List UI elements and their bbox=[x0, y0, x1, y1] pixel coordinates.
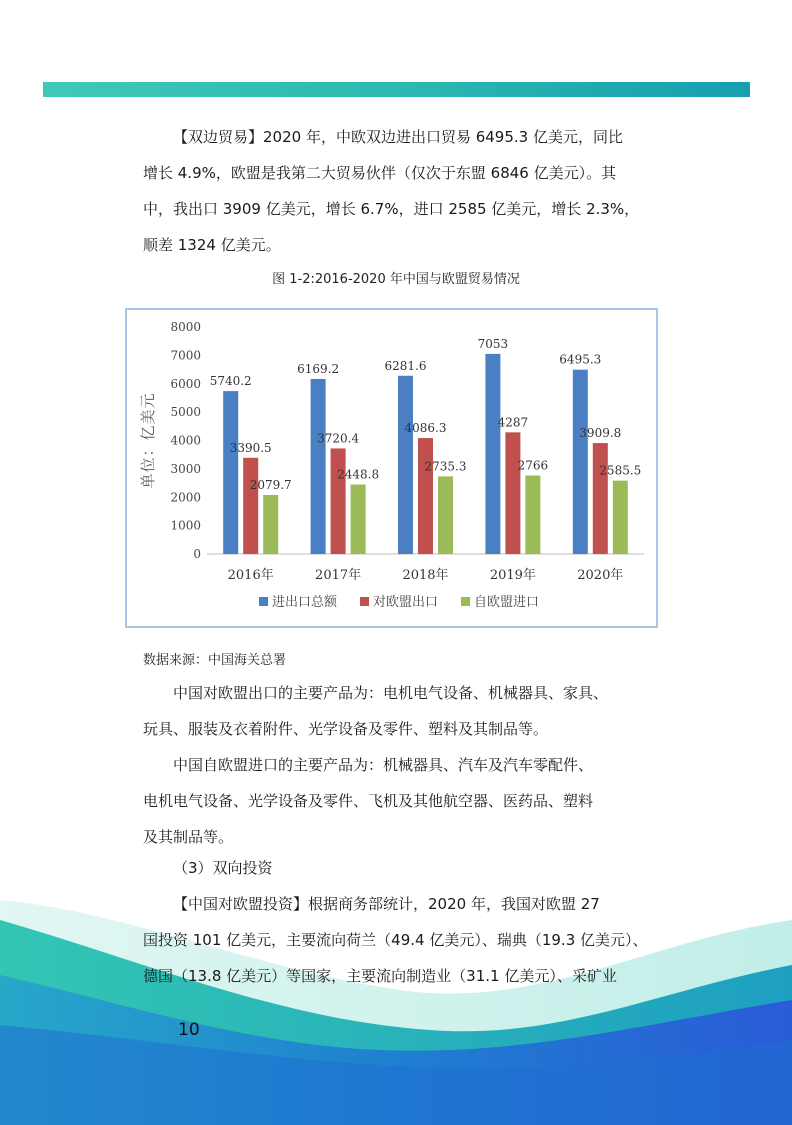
data-label: 2735.3 bbox=[424, 459, 467, 474]
bar bbox=[613, 481, 628, 554]
trade-chart bbox=[125, 308, 658, 628]
bar bbox=[485, 354, 500, 554]
y-tick-label: 6000 bbox=[170, 376, 201, 391]
y-tick-label: 2000 bbox=[170, 490, 201, 505]
bar bbox=[573, 370, 588, 554]
text-line: 玩具、服装及衣着附件、光学设备及零件、塑料及其制品等。 bbox=[143, 720, 549, 738]
text-line: 电机电气设备、光学设备及零件、飞机及其他航空器、医药品、塑料 bbox=[143, 792, 594, 810]
y-tick-label: 1000 bbox=[170, 518, 201, 533]
legend-swatch bbox=[360, 597, 369, 606]
bar bbox=[263, 495, 278, 554]
data-label: 3720.4 bbox=[317, 431, 360, 446]
data-label: 3909.8 bbox=[579, 426, 622, 441]
text-line: 及其制品等。 bbox=[143, 828, 234, 846]
x-tick-label: 2020年 bbox=[577, 568, 624, 583]
data-label: 2448.8 bbox=[337, 467, 380, 482]
figure-title: 图 1-2:2016-2020 年中国与欧盟贸易情况 bbox=[272, 272, 520, 287]
data-label: 2766 bbox=[517, 458, 549, 473]
data-label: 5740.2 bbox=[209, 374, 252, 389]
y-axis-title: 单位：亿美元 bbox=[139, 392, 157, 489]
text-line: 增长 4.9%，欧盟是我第二大贸易伙伴（仅次于东盟 6846 亿美元）。其 bbox=[143, 164, 617, 182]
bar bbox=[331, 448, 346, 554]
bar bbox=[398, 376, 413, 554]
data-source: 数据来源：中国海关总署 bbox=[143, 653, 287, 668]
bar bbox=[525, 476, 540, 554]
bar bbox=[418, 438, 433, 554]
text-line: 顺差 1324 亿美元。 bbox=[143, 236, 281, 254]
y-tick-label: 0 bbox=[193, 547, 201, 561]
data-label: 7053 bbox=[477, 336, 509, 351]
text-line: 中国自欧盟进口的主要产品为：机械器具、汽车及汽车零配件、 bbox=[173, 756, 594, 774]
text-line: 中国对欧盟出口的主要产品为：电机电气设备、机械器具、家具、 bbox=[173, 684, 609, 702]
y-tick-label: 3000 bbox=[170, 461, 201, 476]
x-tick-label: 2016年 bbox=[227, 568, 274, 583]
legend-label: 自欧盟进口 bbox=[474, 595, 540, 610]
header-accent-bar bbox=[43, 82, 750, 97]
legend-label: 进出口总额 bbox=[272, 595, 338, 610]
y-tick-label: 7000 bbox=[170, 348, 201, 363]
data-label: 6169.2 bbox=[297, 361, 340, 376]
text-line: 【双边贸易】2020 年，中欧双边进出口贸易 6495.3 亿美元，同比 bbox=[173, 128, 623, 146]
data-label: 2079.7 bbox=[249, 477, 292, 492]
bar bbox=[593, 443, 608, 554]
y-tick-label: 4000 bbox=[170, 433, 201, 448]
bar bbox=[351, 485, 366, 554]
legend-swatch bbox=[461, 597, 470, 606]
data-label: 4086.3 bbox=[404, 421, 447, 436]
trade-paragraph bbox=[143, 119, 655, 263]
y-tick-label: 5000 bbox=[170, 405, 201, 420]
data-label: 3390.5 bbox=[229, 440, 272, 455]
x-tick-label: 2019年 bbox=[489, 568, 536, 583]
legend-swatch bbox=[259, 597, 268, 606]
imports-paragraph bbox=[143, 747, 655, 855]
data-label: 6495.3 bbox=[559, 352, 602, 367]
bar bbox=[438, 476, 453, 554]
bar bbox=[505, 432, 520, 554]
data-label: 2585.5 bbox=[599, 463, 642, 478]
x-tick-label: 2018年 bbox=[402, 568, 449, 583]
page-number: 10 bbox=[178, 1020, 200, 1040]
section-heading: （3）双向投资 bbox=[173, 859, 273, 877]
text-line: 中，我出口 3909 亿美元，增长 6.7%，进口 2585 亿美元，增长 2.3%， bbox=[143, 200, 640, 218]
y-tick-label: 8000 bbox=[170, 320, 201, 334]
bar bbox=[223, 391, 238, 554]
text-line: 德国（13.8 亿美元）等国家，主要流向制造业（31.1 亿美元）、采矿业 bbox=[143, 967, 617, 985]
data-label: 6281.6 bbox=[384, 358, 427, 373]
investment-paragraph bbox=[143, 886, 655, 994]
exports-paragraph bbox=[143, 675, 655, 747]
legend-label: 对欧盟出口 bbox=[373, 595, 439, 610]
text-line: 【中国对欧盟投资】根据商务部统计，2020 年，我国对欧盟 27 bbox=[173, 895, 600, 913]
bar bbox=[243, 458, 258, 554]
x-tick-label: 2017年 bbox=[315, 568, 362, 583]
bar bbox=[311, 379, 326, 554]
data-label: 4287 bbox=[497, 415, 529, 430]
text-line: 国投资 101 亿美元，主要流向荷兰（49.4 亿美元）、瑞典（19.3 亿美元）、 bbox=[143, 931, 648, 949]
chart-svg bbox=[127, 310, 656, 626]
